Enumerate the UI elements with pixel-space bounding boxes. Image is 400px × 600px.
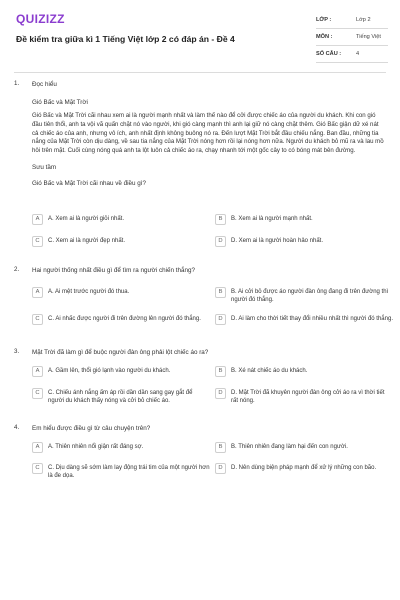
option-letter: A	[32, 287, 43, 298]
option-letter: B	[215, 366, 226, 377]
option-letter: D	[215, 388, 226, 399]
option-text: A. Gầm lên, thổi gió lạnh vào người du khách.	[48, 368, 171, 374]
question-4	[14, 424, 386, 436]
option-letter: A	[32, 214, 43, 225]
meta-table	[316, 12, 388, 63]
option-text: C. Xem ai là người đẹp nhất.	[48, 238, 125, 244]
question-number: 2.	[14, 266, 20, 273]
option-letter: D	[215, 314, 226, 325]
option-text: D. Xem ai là người hoàn hảo nhất.	[231, 238, 324, 244]
option-text: B. Xem ai là người mạnh nhất.	[231, 216, 313, 222]
question-text: Em hiểu được điều gì từ câu chuyện trên?	[32, 425, 151, 432]
question-number: 4.	[14, 424, 20, 431]
option-text: A. Xem ai là người giỏi nhất.	[48, 216, 124, 222]
option-text: C. Ai nhấc được người đi trên đường lên người đó thắng.	[48, 316, 201, 322]
question-3	[14, 348, 386, 360]
section-heading: Đọc hiểu	[32, 81, 57, 88]
worksheet-title: Đề kiểm tra giữa kì 1 Tiếng Việt lớp 2 có đáp án - Đề 4	[16, 34, 235, 44]
option-letter: C	[32, 236, 43, 247]
option-letter: B	[215, 287, 226, 298]
question-body	[32, 424, 386, 433]
grade-row	[316, 12, 388, 29]
story-paragraph: Gió Bấc và Mặt Trời cãi nhau xem ai là người mạnh nhất và làm thế nào để cởi được chiếc áo của người du khách. Khi con gió đầu tiên thổi, anh ta vội vã quấn chặt nó vào người, khi gió càng mạnh thì anh lại giữ nó càng chặt thêm. Gió Bấc giận dữ xé nát cả chiếc áo của anh, nhưng vô ích, anh nhất định không buông nó ra. Đến lượt Mặt Trời bắt đầu chiếu nắng. Ban đầu, những tia nắng của Mặt Trời còn dịu dàng, về sau tia nắng của Mặt Trời nóng hơn rồi lại nóng hơn nữa. Người du khách bỏ mũ ra và lau mồ hôi trên mặt. Cuối cùng nóng quá anh ta lột luôn cả chiếc áo ra, chạy nhanh tới một gốc cây to có bóng mát bên đường.	[32, 112, 384, 155]
question-body	[32, 266, 386, 275]
option-letter: B	[215, 214, 226, 225]
question-body	[32, 348, 386, 357]
option-letter: D	[215, 463, 226, 474]
option-letter: A	[32, 366, 43, 377]
option-text: B. Ai cởi bỏ được áo người đàn ông đang đi trên đường thì người đó thắng.	[231, 289, 389, 304]
option-letter: C	[32, 388, 43, 399]
option-text: D. Ai làm cho thời tiết thay đổi nhiều nhất thì người đó thắng.	[231, 316, 393, 322]
option-letter: C	[32, 463, 43, 474]
header-divider	[14, 72, 386, 73]
question-text: Mặt Trời đã làm gì để buộc người đàn ông phải lột chiếc áo ra?	[32, 349, 209, 356]
option-letter: C	[32, 314, 43, 325]
subject-value: Tiếng Việt	[356, 34, 381, 40]
subject-label: MÔN :	[316, 34, 333, 40]
question-text: Hai người thống nhất điều gì để tìm ra người chiến thắng?	[32, 267, 196, 274]
option-letter: A	[32, 442, 43, 453]
option-text: A. Thiên nhiên nổi giận rất đáng sợ.	[48, 444, 144, 450]
option-text: C. Chiếu ánh nắng ấm áp rồi dần dần sang gay gắt để người du khách thấy nóng và cởi bỏ chiếc áo.	[48, 390, 193, 405]
grade-label: LỚP :	[316, 17, 332, 23]
grade-value: Lớp 2	[356, 17, 371, 23]
q3-options	[32, 366, 392, 416]
question-number: 3.	[14, 348, 20, 355]
option-text: A. Ai mệt trước người đó thua.	[48, 289, 130, 295]
option-text: C. Dịu dàng sẽ sớm làm lay động trái tim của một người hơn là đe dọa.	[48, 465, 210, 480]
q2-options	[32, 287, 392, 337]
q4-options	[32, 442, 392, 492]
story-title: Gió Bấc và Mặt Trời	[32, 99, 88, 106]
question-2	[14, 266, 386, 278]
option-text: D. Nên dùng biện pháp mạnh để xử lý những con bão.	[231, 465, 377, 471]
option-text: B. Xé nát chiếc áo du khách.	[231, 368, 308, 374]
question-number: 1.	[14, 80, 20, 87]
option-letter: B	[215, 442, 226, 453]
count-label: SỐ CÂU :	[316, 51, 342, 57]
option-letter: D	[215, 236, 226, 247]
count-row	[316, 46, 388, 63]
option-text: D. Mặt Trời đã khuyên người đàn ông cởi áo ra vì thời tiết rất nóng.	[231, 390, 385, 405]
q1-options	[32, 214, 392, 254]
question-text: Gió Bấc và Mặt Trời cãi nhau về điều gì?	[32, 179, 147, 187]
count-value: 4	[356, 51, 360, 57]
quizizz-logo: QUIZIZZ	[16, 12, 65, 26]
story-source: Sưu tầm	[32, 163, 57, 171]
worksheet-header	[14, 12, 386, 68]
option-text: B. Thiên nhiên đang làm hại đến con người.	[231, 444, 348, 450]
subject-row	[316, 29, 388, 46]
question-body	[32, 80, 386, 188]
